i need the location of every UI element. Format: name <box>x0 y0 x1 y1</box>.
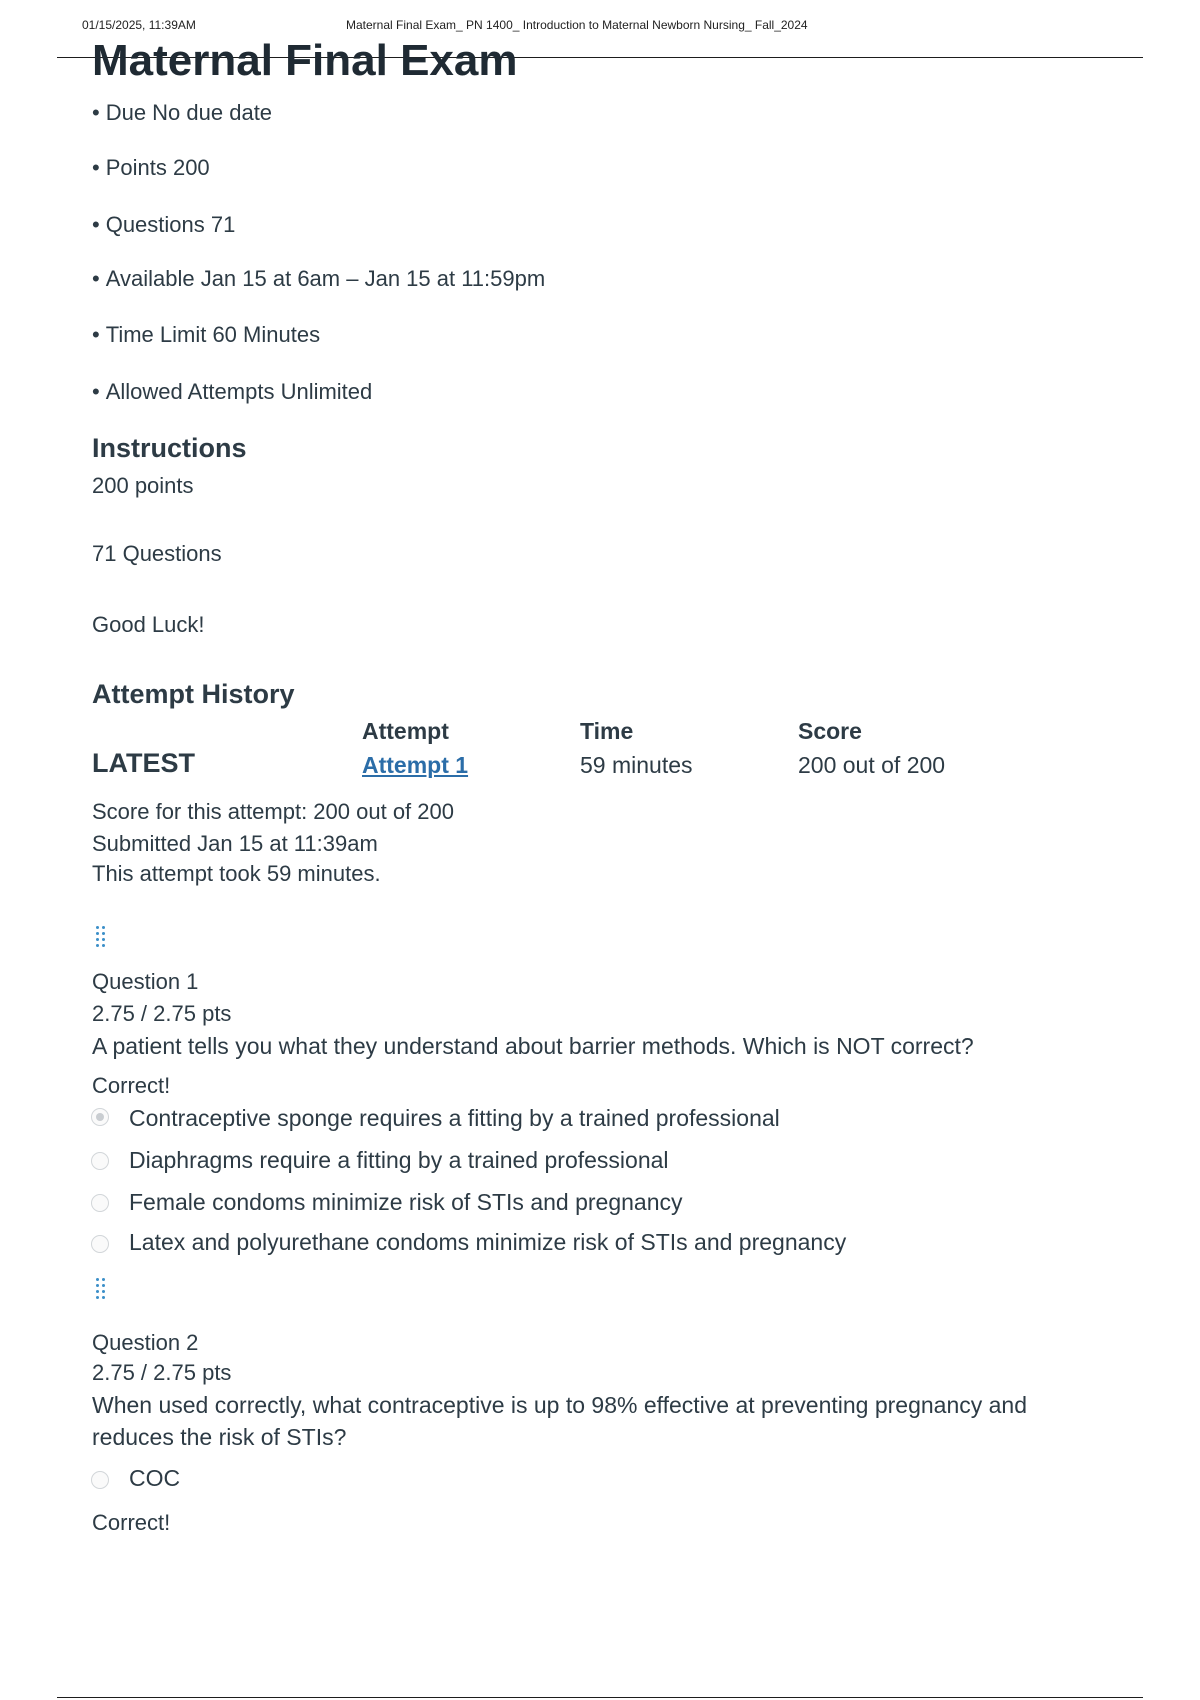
latest-label: LATEST <box>92 748 195 778</box>
drag-handle-icon[interactable] <box>96 926 108 952</box>
detail-allowed-attempts: • Allowed Attempts Unlimited <box>92 379 372 405</box>
detail-time-limit: • Time Limit 60 Minutes <box>92 322 320 348</box>
radio-button-icon[interactable] <box>91 1471 109 1489</box>
attempt-time: 59 minutes <box>580 752 693 778</box>
attempt-1-link[interactable]: Attempt 1 <box>362 752 469 778</box>
question-points: 2.75 / 2.75 pts <box>92 1001 232 1026</box>
detail-questions: • Questions 71 <box>92 212 235 238</box>
answer-option: Female condoms minimize risk of STIs and pregnancy <box>129 1189 683 1215</box>
instructions-line: 200 points <box>92 473 194 498</box>
radio-button-icon[interactable] <box>91 1152 109 1170</box>
attempt-score: 200 out of 200 <box>798 752 946 778</box>
answer-feedback: Correct! <box>92 1510 171 1535</box>
time-column-header: Time <box>580 718 634 744</box>
radio-button-icon[interactable] <box>91 1108 109 1126</box>
print-header <box>82 18 808 32</box>
instructions-line: 71 Questions <box>92 541 222 566</box>
question-title: Question 2 <box>92 1330 199 1355</box>
page-title: Maternal Final Exam <box>92 36 518 85</box>
detail-available: • Available Jan 15 at 6am – Jan 15 at 11:59pm <box>92 266 545 292</box>
score-column-header: Score <box>798 718 862 744</box>
instructions-heading: Instructions <box>92 433 247 463</box>
radio-button-icon[interactable] <box>91 1194 109 1212</box>
answer-option: Latex and polyurethane condoms minimize risk of STIs and pregnancy <box>129 1229 847 1255</box>
drag-handle-icon[interactable] <box>96 1278 108 1304</box>
attempt-column-header: Attempt <box>362 718 449 744</box>
detail-due: • Due No due date <box>92 100 272 126</box>
radio-button-icon[interactable] <box>91 1235 109 1253</box>
answer-feedback: Correct! <box>92 1073 171 1098</box>
attempt-duration: This attempt took 59 minutes. <box>92 861 381 886</box>
attempt-score-summary: Score for this attempt: 200 out of 200 <box>92 799 454 824</box>
print-document-title: Maternal Final Exam_ PN 1400_ Introduction to Maternal Newborn Nursing_ Fall_2024 <box>346 18 808 32</box>
question-points: 2.75 / 2.75 pts <box>92 1360 232 1385</box>
attempt-submitted: Submitted Jan 15 at 11:39am <box>92 831 378 856</box>
print-timestamp: 01/15/2025, 11:39AM <box>82 18 196 32</box>
question-title: Question 1 <box>92 969 199 994</box>
answer-option: Diaphragms require a fitting by a trained professional <box>129 1147 669 1173</box>
attempt-history-heading: Attempt History <box>92 679 295 709</box>
instructions-line: Good Luck! <box>92 612 205 637</box>
answer-option: COC <box>129 1465 181 1491</box>
question-prompt: When used correctly, what contraceptive is up to 98% effective at preventing pregnancy and reduces the risk of STIs? <box>92 1392 1028 1450</box>
question-prompt: A patient tells you what they understand about barrier methods. Which is NOT correct? <box>92 1033 974 1059</box>
footer-divider <box>57 1697 1143 1698</box>
detail-points: • Points 200 <box>92 155 210 181</box>
answer-option: Contraceptive sponge requires a fitting by a trained professional <box>129 1105 780 1131</box>
